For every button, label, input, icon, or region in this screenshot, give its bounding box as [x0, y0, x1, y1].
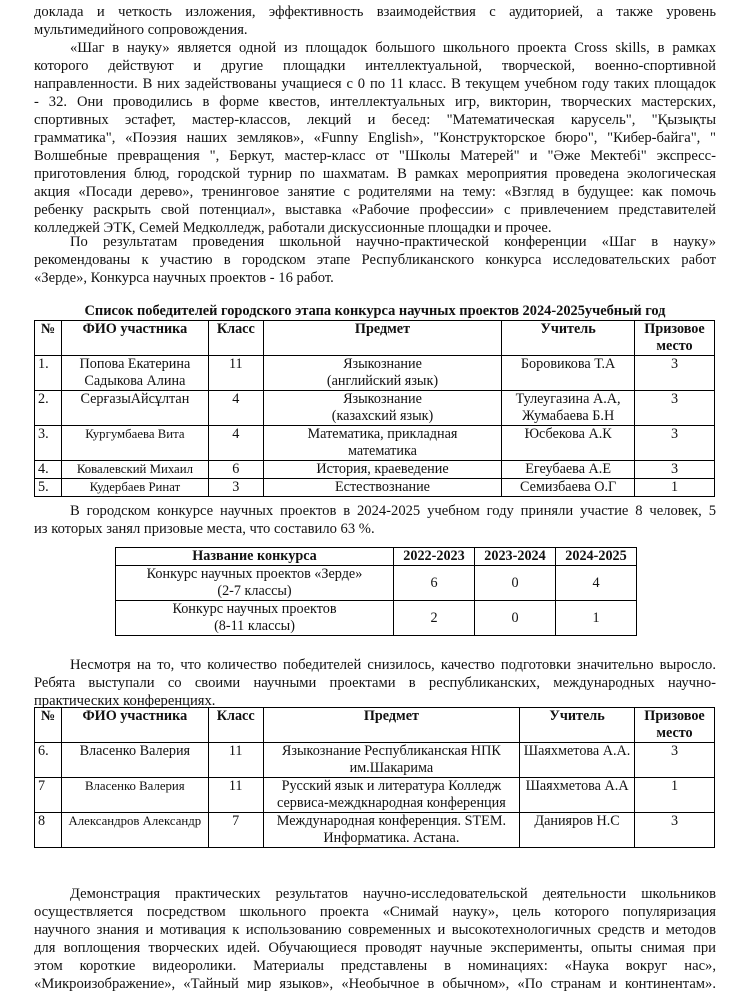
text-line: Несмотря на то, что количество победителей снизилось, качество подготовки значительно выросло.: [70, 657, 716, 673]
cell-grade: 11: [208, 778, 263, 813]
cell-contest: [116, 601, 394, 636]
cell-value: 2: [394, 601, 475, 636]
text-line: «Зерде», Конкурса научных проектов - 16 работ.: [34, 270, 334, 286]
paragraph-conference-results: [34, 233, 716, 287]
stats-table: [115, 547, 637, 636]
subject-line: Языкознание: [343, 356, 422, 372]
paragraph-quality: [34, 656, 716, 710]
cell-place: 1: [635, 778, 715, 813]
text-line: рекомендованы к участию в городском этапе Республиканского конкурса исследовательских работ: [34, 252, 716, 268]
table-row: [35, 743, 715, 778]
paragraph-film-science: [34, 885, 716, 993]
subject-line: математика: [348, 443, 417, 459]
table-header-row: [35, 708, 715, 743]
cell-teacher: Семизбаева О.Г: [502, 479, 635, 497]
cell-teacher: Тулеугазина А.А, Жумабаева Б.Н: [502, 391, 635, 426]
contest-line: Конкурс научных проектов: [172, 601, 337, 617]
header-place: Призовое место: [635, 321, 715, 356]
text-line: спортивных эстафет, мастер-классов, лекций и бесед: "Математическая карусель", "Қызықты: [34, 112, 716, 128]
table-row: [116, 601, 637, 636]
paragraph-city-contest: [34, 502, 716, 538]
header-teacher: Учитель: [520, 708, 635, 743]
text-line: из которых занял призовые места, что составило 63 %.: [34, 521, 375, 537]
cell-subject: Естествознание: [263, 479, 501, 497]
text-line: которого действуют и другие площадки интеллектуальной, творческой, военно-спортивной: [34, 58, 716, 74]
cell-value: 6: [394, 566, 475, 601]
header-place: Призовое место: [635, 708, 715, 743]
cell-num: 2.: [35, 391, 62, 426]
cell-subject: Международная конференция. STEM. Информатика. Астана.: [263, 813, 519, 848]
cell-num: 5.: [35, 479, 62, 497]
header-name: ФИО участника: [61, 321, 208, 356]
text-line: Ребята выступали со своими научными проектами в республиканских, международных научно-: [34, 675, 716, 691]
cell-place: 3: [635, 461, 715, 479]
cell-name: СерғазыАйсұлтан: [61, 391, 208, 426]
cell-name: Власенко Валерия: [61, 743, 208, 778]
cell-value: 0: [475, 566, 556, 601]
contest-line: (2-7 классы): [217, 583, 292, 599]
header-num: №: [35, 708, 62, 743]
subject-line: Математика, прикладная: [307, 426, 458, 442]
paragraph-cross-skills: [34, 39, 716, 237]
table-row: [35, 356, 715, 391]
cell-value: 1: [556, 601, 637, 636]
cell-grade: 4: [208, 391, 263, 426]
cell-subject: История, краеведение: [263, 461, 501, 479]
cell-name: Кургумбаева Вита: [61, 426, 208, 461]
text-line: акция «Посади дерево», тренинговое занятие с родителями на тему: «Взгляд в будущее: как помочь: [34, 184, 716, 200]
table-row: [116, 566, 637, 601]
header-subject: Предмет: [263, 708, 519, 743]
text-line: направленности. В них задействованы учащиеся с 0 по 11 класс. В текущем учебном году таких площадок: [34, 76, 716, 92]
header-grade: Класс: [208, 708, 263, 743]
cell-subject: [263, 426, 501, 461]
text-line: грамматика", «Поэзия наших земляков», «Funny English», "Конструкторское бюро", "Кибер-байга", ": [34, 130, 716, 146]
cell-subject: [263, 356, 501, 391]
text-line: В городском конкурсе научных проектов в 2024-2025 учебном году приняли участие 8 человек, 5: [70, 503, 716, 519]
cell-grade: 4: [208, 426, 263, 461]
cell-subject: Русский язык и литература Колледж сервиса-междкнародная конференция: [263, 778, 519, 813]
text-line: приготовления блюд, городской турнир по шахматам. В рамках мероприятия проведена экологическая: [34, 166, 716, 182]
header-name: ФИО участника: [61, 708, 208, 743]
cell-teacher: Боровикова Т.А: [502, 356, 635, 391]
cell-place: 1: [635, 479, 715, 497]
text-line: научного знания и мотивация к использованию современных и высокотехнологичных средств и методов: [34, 922, 716, 938]
table-header-row: [116, 548, 637, 566]
cell-num: 8: [35, 813, 62, 848]
cell-name: Александров Александр: [61, 813, 208, 848]
subject-line: (английский язык): [326, 373, 439, 389]
cell-place: 3: [635, 356, 715, 391]
table-row: [35, 479, 715, 497]
contest-line: (8-11 классы): [214, 618, 295, 634]
cell-place: 3: [635, 813, 715, 848]
cell-place: 3: [635, 391, 715, 426]
header-teacher: Учитель: [502, 321, 635, 356]
text-line: мультимедийного сопровождения.: [34, 22, 248, 38]
cell-teacher: Шаяхметова А.А.: [520, 743, 635, 778]
subject-line: (казахский язык): [331, 408, 434, 424]
cell-num: 3.: [35, 426, 62, 461]
cell-place: 3: [635, 743, 715, 778]
table-row: [35, 461, 715, 479]
header-contest: Название конкурса: [116, 548, 394, 566]
text-line: этом короткие видеоролики. Материалы представлены в номинациях: «Наука вокруг нас»,: [34, 958, 716, 974]
header-subject: Предмет: [263, 321, 501, 356]
text-line: «Шаг в науку» является одной из площадок большого школьного проекта Cross skills, в рамках: [70, 40, 716, 56]
header-num: №: [35, 321, 62, 356]
text-line: доклада и четкость изложения, эффективность взаимодействия с аудиторией, а также уровень: [34, 4, 716, 20]
cell-value: 0: [475, 601, 556, 636]
cell-grade: 3: [208, 479, 263, 497]
cell-num: 4.: [35, 461, 62, 479]
header-year: 2022-2023: [394, 548, 475, 566]
text-line: ребенку раскрыть свой потенциал», выставка «Рабочие профессии» с привлечением представителей: [34, 202, 716, 218]
cell-teacher: Юсбекова А.К: [502, 426, 635, 461]
cell-grade: 6: [208, 461, 263, 479]
table-row: [35, 778, 715, 813]
conference-table: [34, 707, 715, 848]
table-header-row: [35, 321, 715, 356]
text-line: «Микроизображение», «Тайный мир языков», «Необычное в обычном», «По странам и континентам».: [34, 976, 716, 992]
cell-contest: [116, 566, 394, 601]
text-line: для воплощения творческих идей. Обучающиеся проводят научные эксперименты, опыты снимая при: [34, 940, 716, 956]
cell-teacher: Данияров Н.С: [520, 813, 635, 848]
cell-grade: 11: [208, 356, 263, 391]
header-year: 2023-2024: [475, 548, 556, 566]
winners-table-caption: Список победителей городского этапа конкурса научных проектов 2024-2025учебный год: [84, 303, 666, 319]
text-line: - 32. Они проводились в форме квестов, интеллектуальных игр, викторин, творческих мастерских,: [34, 94, 716, 110]
cell-name: Кудербаев Ринат: [61, 479, 208, 497]
cell-place: 3: [635, 426, 715, 461]
paragraph-continued: [34, 3, 716, 39]
header-year: 2024-2025: [556, 548, 637, 566]
text-line: осуществляется посредством школьного проекта «Снимай науку», цель которого популяризация: [34, 904, 716, 920]
cell-num: 7: [35, 778, 62, 813]
text-line: Демонстрация практических результатов научно-исследовательской деятельности школьников: [70, 886, 716, 902]
cell-name: Попова Екатерина Садыкова Алина: [61, 356, 208, 391]
table-row: [35, 813, 715, 848]
winners-table: [34, 320, 715, 497]
cell-teacher: Шаяхметова А.А: [520, 778, 635, 813]
cell-value: 4: [556, 566, 637, 601]
subject-line: Языкознание: [343, 391, 422, 407]
contest-line: Конкурс научных проектов «Зерде»: [146, 566, 363, 582]
cell-name: Ковалевский Михаил: [61, 461, 208, 479]
table-row: [35, 426, 715, 461]
header-grade: Класс: [208, 321, 263, 356]
text-line: По результатам проведения школьной научно-практической конференции «Шаг в науку»: [70, 234, 716, 250]
cell-grade: 11: [208, 743, 263, 778]
cell-name: Власенко Валерия: [61, 778, 208, 813]
cell-num: 6.: [35, 743, 62, 778]
cell-grade: 7: [208, 813, 263, 848]
table-row: [35, 391, 715, 426]
cell-teacher: Егеубаева А.Е: [502, 461, 635, 479]
cell-subject: Языкознание Республиканская НПК им.Шакарима: [263, 743, 519, 778]
cell-num: 1.: [35, 356, 62, 391]
text-line: практических конференциях.: [34, 693, 216, 709]
text-line: Волшебные превращения ", Беркут, мастер-класс от "Школы Матерей" и "Әже Мектебі" экспресс-: [34, 148, 716, 164]
cell-subject: [263, 391, 501, 426]
text-line: колледжей ЭТК, Семей Медколледж, работали дискуссионные площадки и прочее.: [34, 220, 552, 236]
